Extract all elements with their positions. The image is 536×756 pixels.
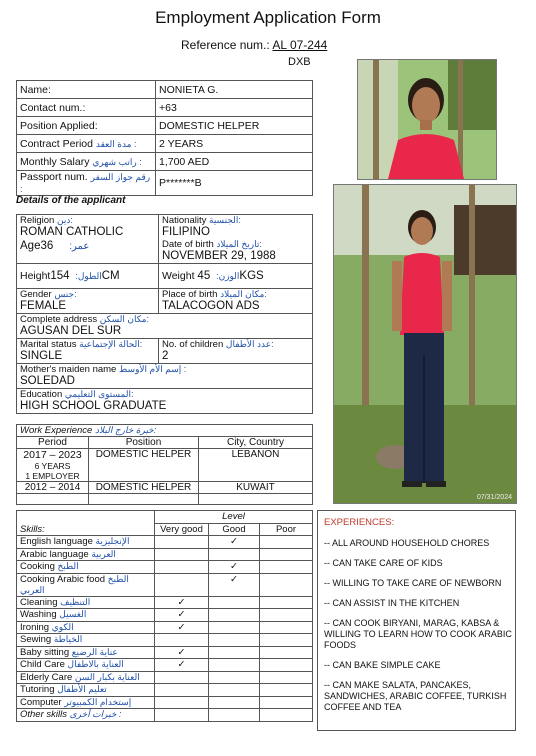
work-city: KUWAIT (199, 482, 313, 494)
col-position: Position (89, 437, 199, 449)
age-value: 36 (40, 240, 54, 252)
marital-cell (17, 339, 159, 364)
experience-item: -- CAN MAKE SALATA, PANCAKES, SANDWICHES, ARABIC COFFEE, TURKISH COFFEE AND TEA (324, 680, 507, 712)
skill-row (17, 684, 313, 697)
skill-level-good (209, 696, 260, 709)
portrait-illustration (358, 60, 496, 179)
skill-level-good (209, 659, 260, 672)
skill-level-good (209, 609, 260, 622)
skill-level-poor (260, 684, 313, 697)
age-label: Age (20, 240, 41, 252)
contact-label: Contact num.: (17, 99, 156, 117)
reference-line (181, 38, 327, 52)
pob-cell (159, 289, 313, 314)
children-value: 2 (162, 350, 169, 362)
skill-level-good (209, 596, 260, 609)
skill-level-very-good (155, 684, 209, 697)
col-poor: Poor (260, 523, 313, 536)
skill-level-very-good (155, 561, 209, 574)
skill-name-cell (17, 646, 155, 659)
skill-level-good (209, 621, 260, 634)
details-heading: Details of the applicant (16, 195, 126, 206)
passport-value: P*******B (156, 171, 313, 196)
skill-row (17, 609, 313, 622)
skill-row (17, 671, 313, 684)
position-value: DOMESTIC HELPER (156, 117, 313, 135)
skill-name: Washing (20, 609, 57, 620)
check-icon: ✓ (177, 609, 186, 620)
skill-name: Ironing (20, 621, 50, 633)
skill-name-cell (17, 671, 155, 684)
skill-row (17, 561, 313, 574)
skill-level-very-good (155, 634, 209, 647)
skill-level-poor (260, 561, 313, 574)
skill-name-cell (17, 596, 155, 609)
experience-item: -- WILLING TO TAKE CARE OF NEWBORN (324, 578, 502, 588)
work-position: DOMESTIC HELPER (89, 449, 199, 482)
skill-row (17, 634, 313, 647)
skill-level-poor (260, 671, 313, 684)
name-label: Name: (17, 81, 156, 99)
dob-label: Date of birth (162, 239, 214, 250)
religion-cell (17, 215, 159, 264)
skill-row (17, 548, 313, 561)
skill-name-ar: الغسيل (59, 609, 87, 619)
skill-name-ar: الطبخ العربي (20, 573, 129, 595)
skill-name-ar: العناية بكبار السن (74, 671, 140, 682)
contract-label-ar: مدة العقد : (95, 138, 137, 149)
gender-value: FEMALE (20, 300, 67, 312)
marital-label: Marital status (20, 339, 77, 350)
skill-level-very-good (155, 609, 209, 622)
passport-label-ar: رقم جواز السفر : (20, 172, 151, 194)
skill-level-poor (260, 646, 313, 659)
dob-value: NOVEMBER 29, 1988 (162, 250, 276, 262)
contract-row (17, 135, 313, 153)
skill-level-good (209, 561, 260, 574)
skill-name-cell (17, 609, 155, 622)
weight-label: Weight (162, 270, 195, 282)
skill-name-ar: الإنجليزية (95, 536, 130, 546)
education-label: Education (20, 389, 63, 400)
skill-row (17, 646, 313, 659)
skill-level-good (209, 548, 260, 561)
pob-value: TALACOGON ADS (162, 300, 260, 312)
skill-name-cell (17, 634, 155, 647)
contract-label: Contract Period (20, 137, 93, 150)
skills-table (16, 510, 313, 722)
skill-name: Elderly Care (20, 671, 73, 683)
skill-name-cell (17, 696, 155, 709)
skill-name: Sewing (20, 634, 52, 645)
nationality-cell (159, 215, 313, 264)
skill-name-cell (17, 659, 155, 672)
skill-name: Arabic language (20, 548, 89, 560)
applicant-portrait-photo (357, 59, 497, 180)
work-duration: 6 YEARS (34, 461, 71, 471)
mother-label-ar: إسم الأم الأوسط : (118, 364, 187, 374)
skill-name-ar: العربية (91, 548, 116, 559)
contact-value: +63 (156, 99, 313, 117)
skill-level-very-good (155, 659, 209, 672)
other-skills-label-ar: خبرات أخرى : (69, 709, 122, 719)
check-icon: ✓ (177, 596, 186, 608)
skill-level-poor (260, 573, 313, 596)
skill-name: Computer (20, 696, 62, 708)
skill-name: Cooking Arabic food (20, 573, 106, 585)
education-value: HIGH SCHOOL GRADUATE (20, 400, 167, 412)
religion-label: Religion (20, 215, 55, 226)
skill-name-cell (17, 573, 155, 596)
skill-level-very-good (155, 596, 209, 609)
education-label-ar: المستوى التعليمي: (64, 389, 134, 399)
check-icon: ✓ (177, 646, 186, 658)
applicant-full-body-photo (333, 184, 517, 504)
skill-level-very-good (155, 536, 209, 549)
mother-value: SOLEDAD (20, 375, 75, 387)
skill-name: Tutoring (20, 684, 55, 695)
skill-row (17, 536, 313, 549)
work-experience-table (16, 424, 313, 505)
skill-level-good (209, 671, 260, 684)
col-very-good: Very good (155, 523, 209, 536)
weight-label-ar: الوزن: (216, 271, 240, 281)
skill-level-poor (260, 634, 313, 647)
passport-row (17, 171, 313, 196)
education-cell (17, 389, 313, 414)
skill-name-ar: التنظيف (60, 596, 91, 607)
skill-name: Cleaning (20, 596, 58, 608)
skill-level-very-good (155, 621, 209, 634)
height-cell (17, 264, 159, 289)
skill-name-cell (17, 684, 155, 697)
skill-name: Baby sitting (20, 646, 70, 658)
skill-level-poor (260, 548, 313, 561)
weight-value: 45KGS (197, 270, 264, 282)
marital-value: SINGLE (20, 350, 63, 362)
other-skills-cell (17, 709, 155, 722)
age-label-ar: عمر: (69, 241, 90, 252)
work-city: LEBANON (199, 449, 313, 482)
skill-level-very-good (155, 548, 209, 561)
salary-label: Monthly Salary (20, 155, 90, 168)
full-body-illustration (334, 185, 516, 503)
height-value: 154CM (50, 270, 120, 282)
experiences-title: EXPERIENCES: (324, 517, 395, 528)
skill-level-poor (260, 621, 313, 634)
children-cell (159, 339, 313, 364)
work-position: DOMESTIC HELPER (89, 482, 199, 494)
experiences-list (324, 538, 515, 713)
check-icon: ✓ (230, 536, 238, 547)
reference-label: Reference num.: (181, 38, 270, 52)
skill-name-cell (17, 548, 155, 561)
dob-label-ar: تاريخ الميلاد: (216, 239, 262, 249)
name-value: NONIETA G. (156, 81, 313, 99)
address-label-ar: مكان السكن: (99, 314, 150, 324)
skill-level-good (209, 573, 260, 596)
check-icon: ✓ (177, 621, 186, 633)
skill-name-ar: العناية بالاطفال (67, 659, 124, 669)
col-good: Good (209, 523, 260, 536)
check-icon: ✓ (230, 561, 238, 572)
skill-name: Child Care (20, 659, 65, 670)
skill-name-ar: الخياطة (53, 634, 83, 644)
skill-row (17, 621, 313, 634)
experience-item: -- CAN COOK BIRYANI, MARAG, KABSA & WILLING TO LEARN HOW TO COOK ARABIC FOODS (324, 618, 512, 650)
position-label: Position Applied: (17, 117, 156, 135)
skill-level-good (209, 634, 260, 647)
experience-item: -- ALL AROUND HOUSEHOLD CHORES (324, 538, 490, 548)
skill-level-very-good (155, 696, 209, 709)
salary-row (17, 153, 313, 171)
level-heading: Level (155, 511, 313, 524)
mother-cell (17, 364, 313, 389)
nationality-label-ar: الجنسية: (209, 215, 241, 225)
pob-label: Place of birth (162, 289, 218, 300)
religion-value: ROMAN CATHOLIC (20, 226, 124, 238)
check-icon: ✓ (230, 573, 238, 585)
skill-name-cell (17, 561, 155, 574)
passport-label: Passport num. (20, 171, 88, 183)
children-label-ar: عدد الأطفال: (225, 339, 274, 349)
skill-level-very-good (155, 646, 209, 659)
weight-cell (159, 264, 313, 289)
work-period: 2017 – 2023 (23, 449, 82, 461)
marital-label-ar: الحالة الإجتماعية: (79, 339, 143, 349)
gender-cell (17, 289, 159, 314)
gender-label-ar: جنس: (54, 289, 77, 299)
skill-name-cell (17, 621, 155, 634)
religion-label-ar: دين: (56, 215, 73, 225)
address-cell (17, 314, 313, 339)
skill-row (17, 696, 313, 709)
skill-name-ar: إستخدام الكمبيوتر (64, 696, 132, 707)
nationality-label: Nationality (162, 215, 207, 226)
other-skills-label: Other skills (20, 709, 67, 720)
nationality-value: FILIPINO (162, 226, 210, 238)
experience-item: -- CAN ASSIST IN THE KITCHEN (324, 598, 460, 608)
skill-level-poor (260, 609, 313, 622)
col-city: City, Country (199, 437, 313, 449)
table-row (17, 482, 313, 494)
col-period: Period (17, 437, 89, 449)
details-table (16, 214, 313, 414)
work-heading-ar: خبرة خارج البلاد: (94, 425, 157, 435)
reference-number: AL 07-244 (272, 38, 328, 52)
height-label: Height (20, 270, 51, 282)
skill-name-ar: الكوي (51, 621, 74, 632)
contract-value: 2 YEARS (156, 135, 313, 153)
height-label-ar: الطول: (75, 271, 102, 281)
skill-level-poor (260, 596, 313, 609)
salary-value: 1,700 AED (156, 153, 313, 171)
skills-label: Skills: (17, 511, 155, 536)
work-period: 2012 – 2014 (17, 482, 89, 494)
skill-level-good (209, 536, 260, 549)
skill-row (17, 596, 313, 609)
gender-label: Gender (20, 289, 52, 300)
basic-info-table (16, 80, 313, 196)
skill-level-very-good (155, 573, 209, 596)
mother-label: Mother's maiden name (20, 364, 117, 375)
table-row (17, 449, 313, 482)
salary-label-ar: راتب شهري : (92, 156, 142, 167)
address-label: Complete address (20, 314, 98, 325)
skill-level-poor (260, 696, 313, 709)
skill-name-cell (17, 536, 155, 549)
skill-level-poor (260, 536, 313, 549)
skill-name-ar: الطبخ (57, 561, 79, 571)
pob-label-ar: مكان الميلاد: (220, 289, 267, 299)
check-icon: ✓ (177, 659, 186, 670)
experiences-box (317, 510, 516, 731)
address-value: AGUSAN DEL SUR (20, 325, 122, 337)
skill-name: English language (20, 536, 93, 547)
skill-name-ar: عناية الرضيع (71, 646, 118, 657)
skill-name-ar: تعليم الأطفال (57, 684, 107, 694)
photo-date-stamp: 07/31/2024 (476, 494, 512, 501)
experience-item: -- CAN BAKE SIMPLE CAKE (324, 660, 441, 670)
skill-row (17, 573, 313, 596)
skill-name: Cooking (20, 561, 55, 572)
work-heading: Work Experience (20, 425, 93, 436)
contact-row (17, 99, 313, 117)
page-title: Employment Application Form (155, 8, 381, 27)
work-employers: 1 EMPLOYER (25, 471, 80, 481)
position-row (17, 117, 313, 135)
children-label: No. of children (162, 339, 224, 350)
name-row (17, 81, 313, 99)
experience-item: -- CAN TAKE CARE OF KIDS (324, 558, 443, 568)
branch-code: DXB (288, 56, 311, 68)
skill-level-good (209, 684, 260, 697)
skill-level-very-good (155, 671, 209, 684)
skill-row (17, 659, 313, 672)
skill-level-good (209, 646, 260, 659)
work-heading-cell (17, 425, 313, 437)
skill-level-poor (260, 659, 313, 672)
